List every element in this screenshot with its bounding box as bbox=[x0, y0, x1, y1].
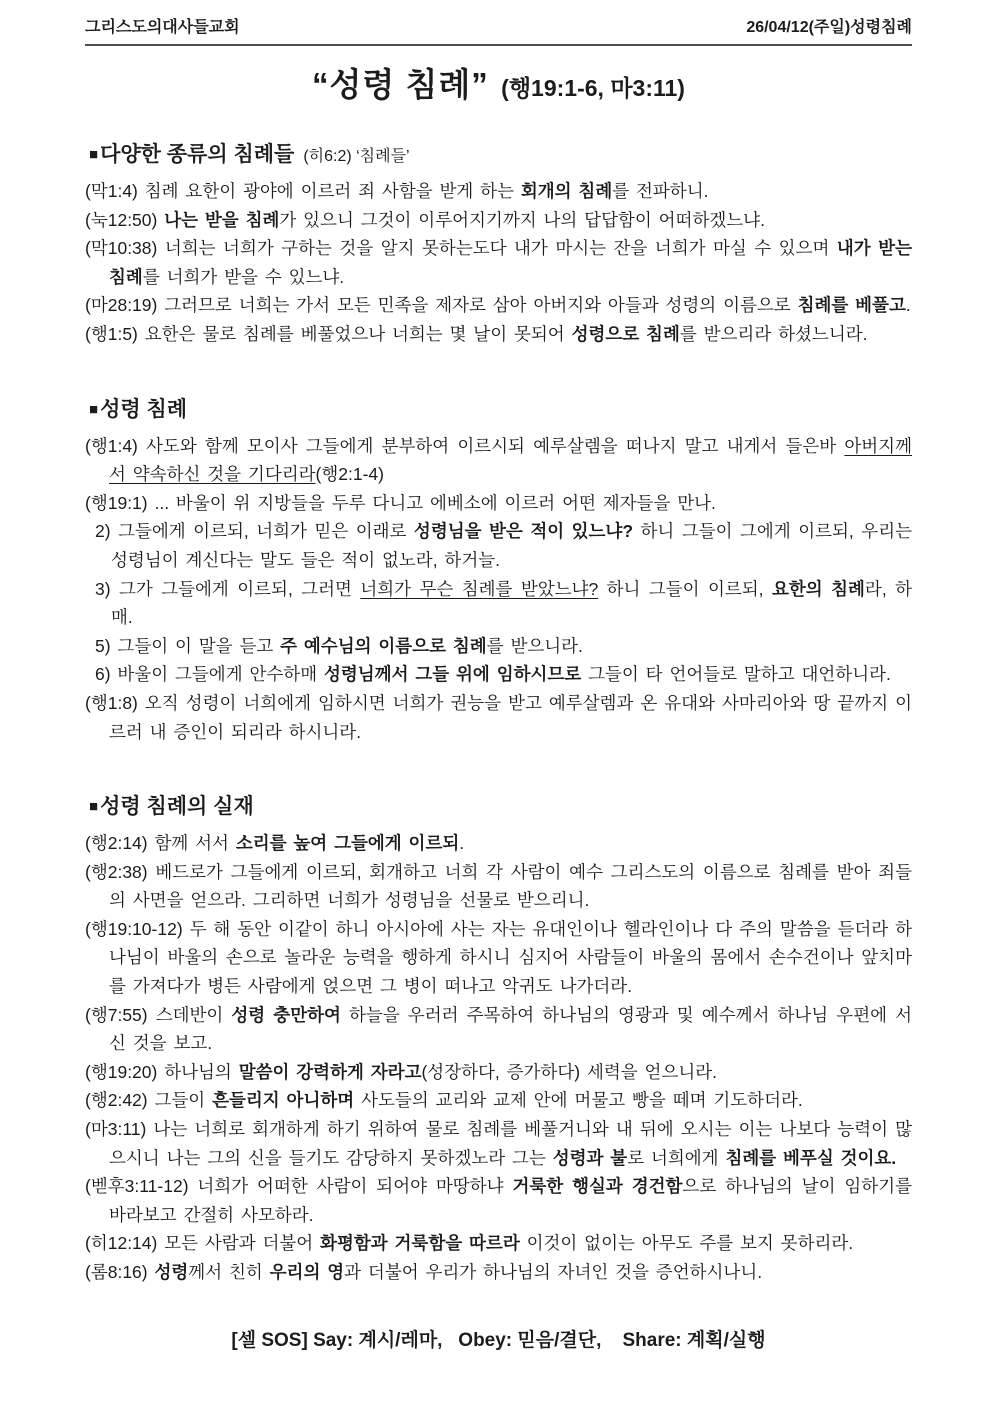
verse-text: 께서 친히 bbox=[188, 1262, 270, 1282]
verse-text: . bbox=[905, 295, 911, 316]
section-heading bbox=[89, 790, 912, 820]
emphasis-text: 회개의 침례 bbox=[520, 181, 613, 201]
emphasis-text: 주 예수님의 이름으로 침례 bbox=[280, 635, 487, 656]
verse-text: (막1:4) 침례 요한이 광야에 이르러 죄 사함을 받게 하는 bbox=[85, 181, 521, 201]
document-header bbox=[85, 14, 912, 46]
emphasis-text: 화평함과 거룩함을 따르라 bbox=[320, 1233, 520, 1254]
section-heading-suffix: (히6:2) ‘침례들’ bbox=[303, 148, 410, 165]
section bbox=[85, 138, 912, 349]
church-name: 그리스도의대사들교회 bbox=[85, 19, 240, 36]
emphasis-text: 성령으로 침례 bbox=[571, 323, 680, 344]
verse-text: 6) 바울이 그들에게 안수하매 bbox=[95, 664, 324, 685]
verse-text: (행19:20) 하나님의 bbox=[85, 1061, 239, 1082]
emphasis-text: 성령과 불 bbox=[552, 1147, 628, 1168]
underlined-text: 아버지께서 약속하신 것을 기다리라 bbox=[109, 435, 912, 485]
emphasis-text: 성령 bbox=[154, 1262, 189, 1282]
verse-text: 3) 그가 그들에게 이르되, 그러면 bbox=[95, 578, 361, 599]
verse-text: (행2:42) 그들이 bbox=[85, 1090, 213, 1111]
cell-sos-footer: [셀 SOS] Say: 계시/레마, Obey: 믿음/결단, Share: 계획/실행 bbox=[231, 1329, 766, 1351]
verse-paragraph bbox=[85, 291, 912, 320]
verse-paragraph bbox=[85, 206, 912, 235]
section-heading-text: 성령 침례 bbox=[100, 397, 188, 421]
emphasis-text: 성령님을 받은 적이 있느냐? bbox=[413, 521, 634, 542]
filled-square-icon: ■ bbox=[89, 798, 99, 816]
verse-paragraph bbox=[85, 915, 912, 1001]
verse-text: (막10:38) 너희는 너희가 구하는 것을 알지 못하는도다 내가 마시는 잔을 너희가 마실 수 있으며 bbox=[85, 238, 837, 259]
sections-container bbox=[85, 138, 912, 1287]
verse-text: (마28:19) 그러므로 너희는 가서 모든 민족을 제자로 삼아 아버지와 아들과 성령의 이름으로 bbox=[85, 295, 798, 316]
verse-text: 사도들의 교리와 교제 안에 머물고 빵을 떼며 기도하더라. bbox=[354, 1090, 803, 1111]
emphasis-text: 침례를 베풀고 bbox=[797, 295, 906, 316]
verse-text: (성장하다, 증가하다) 세력을 얻으니라. bbox=[421, 1061, 718, 1082]
verse-text: 으로 하나님의 날이 임하기를 바라보고 간절히 사모하라. bbox=[109, 1176, 913, 1225]
section-heading-text: 다양한 종류의 침례들 bbox=[100, 143, 295, 166]
emphasis-text: 나는 받을 침례 bbox=[164, 209, 280, 230]
verse-paragraph bbox=[85, 177, 912, 206]
section bbox=[85, 790, 912, 1287]
verse-text: 그들이 타 언어들로 말하고 대언하니라. bbox=[581, 664, 891, 685]
verse-text: . bbox=[459, 833, 465, 854]
emphasis-text: 내가 받는 침례 bbox=[109, 238, 912, 287]
filled-square-icon: ■ bbox=[89, 400, 99, 418]
date-topic-label: 26/04/12(주일)성령침례 bbox=[746, 19, 912, 36]
verse-paragraph bbox=[85, 234, 912, 291]
verse-text: (행19:10-12) 두 해 동안 이같이 하니 아시아에 사는 자는 유대인이나 헬라인이나 다 주의 말씀을 듣더라 하나님이 바울의 손으로 놀라운 능력을 행하게 하시니 심지어 사람들이 바울의 몸에서 손수건이나 앞치마를 가져다가 병든 사람에게 얹으면 그 병이 떠나고 악귀도 나가더라. bbox=[85, 918, 912, 997]
section-heading bbox=[89, 138, 912, 168]
verse-text: 를 너희가 받을 수 있느냐. bbox=[142, 266, 345, 287]
verse-text: 하늘을 우러러 주목하여 하나님의 영광과 및 예수께서 하나님 우편에 서신 것을 보고. bbox=[109, 1004, 912, 1054]
verse-text: (눅12:50) bbox=[85, 209, 165, 230]
verse-text: 하니 그들이 그에게 이르되, 우리는 성령님이 계신다는 말도 들은 적이 없노라, 하거늘. bbox=[111, 521, 912, 570]
emphasis-text: 말씀이 강력하게 자라고 bbox=[238, 1061, 422, 1082]
verse-text: 하니 그들이 이르되, bbox=[598, 578, 772, 599]
emphasis-text: 흔들리지 아니하며 bbox=[212, 1090, 355, 1111]
verse-paragraph bbox=[85, 689, 912, 746]
page-title bbox=[85, 59, 912, 106]
verse-paragraph bbox=[85, 489, 912, 518]
verse-text: (행2:1-4) bbox=[315, 464, 384, 485]
verse-paragraph bbox=[95, 517, 912, 574]
verse-paragraph bbox=[85, 1258, 912, 1287]
verse-text: 로 너희에게 bbox=[627, 1147, 726, 1168]
verse-paragraph bbox=[85, 432, 912, 489]
emphasis-text: 요한의 침례 bbox=[771, 578, 865, 599]
verse-paragraph bbox=[85, 1115, 912, 1172]
verse-paragraph bbox=[85, 1058, 912, 1087]
verse-paragraph bbox=[85, 858, 912, 915]
verse-text: (행1:8) 오직 성령이 너희에게 임하시면 너희가 권능을 받고 예루살렘과 온 유대와 사마리아와 땅 끝까지 이르러 내 증인이 되리라 하시니라. bbox=[85, 692, 912, 742]
emphasis-text: 소리를 높여 그들에게 이르되 bbox=[235, 833, 460, 854]
verse-text: (행19:1) ... 바울이 위 지방들을 두루 다니고 에베소에 이르러 어떤 제자들을 만나. bbox=[85, 492, 716, 513]
verse-text: (행7:55) 스데반이 bbox=[85, 1004, 232, 1025]
verse-text: 2) 그들에게 이르되, 너희가 믿은 이래로 bbox=[95, 521, 414, 542]
verse-paragraph bbox=[85, 829, 912, 858]
emphasis-text: 우리의 영 bbox=[269, 1262, 345, 1282]
title-main: “성령 침례” bbox=[312, 66, 489, 103]
verse-paragraph bbox=[95, 660, 912, 689]
verse-paragraph bbox=[95, 632, 912, 661]
emphasis-text: 성령 충만하여 bbox=[231, 1004, 341, 1025]
emphasis-text: 침례를 베푸실 것이요. bbox=[725, 1147, 897, 1168]
verse-text: (벧후3:11-12) 너희가 어떠한 사람이 되어야 마땅하냐 bbox=[85, 1176, 513, 1197]
emphasis-text: 성령님께서 그들 위에 임하시므로 bbox=[323, 664, 582, 685]
verse-text: 가 있으니 그것이 이루어지기까지 나의 답답함이 어떠하겠느냐. bbox=[279, 209, 765, 230]
verse-text: 라, 하매. bbox=[111, 578, 913, 628]
verse-paragraph bbox=[85, 1001, 912, 1058]
verse-paragraph bbox=[95, 575, 912, 632]
verse-text: (행1:4) 사도와 함께 모이사 그들에게 분부하여 이르시되 예루살렘을 떠나지 말고 내게서 들은바 bbox=[85, 435, 845, 456]
verse-paragraph bbox=[85, 1229, 912, 1258]
verse-text: (행1:5) 요한은 물로 침례를 베풀었으나 너희는 몇 날이 못되어 bbox=[85, 323, 572, 344]
verse-text: 를 받으리라 하셨느니라. bbox=[679, 323, 868, 344]
verse-text: (히12:14) 모든 사람과 더불어 bbox=[85, 1233, 321, 1254]
verse-paragraph bbox=[85, 1172, 912, 1229]
verse-text: (롬8:16) bbox=[85, 1262, 155, 1282]
verse-paragraph bbox=[85, 320, 912, 349]
verse-text: 5) 그들이 이 말을 듣고 bbox=[95, 635, 281, 656]
section-heading-text: 성령 침례의 실재 bbox=[100, 795, 254, 819]
verse-text: 를 전파하니. bbox=[612, 181, 709, 201]
verse-text: 를 받으니라. bbox=[486, 635, 583, 656]
section-heading bbox=[89, 393, 912, 423]
verse-text: (마3:11) 나는 너희로 회개하게 하기 위하여 물로 침례를 베풀거니와 내 뒤에 오시는 이는 나보다 능력이 많으시니 나는 그의 신을 들기도 감당하지 못하겠노라 그는 bbox=[85, 1119, 912, 1168]
filled-square-icon: ■ bbox=[89, 146, 99, 163]
verse-paragraph bbox=[85, 1086, 912, 1115]
emphasis-text: 거룩한 행실과 경건함 bbox=[512, 1176, 683, 1197]
underlined-text: 너희가 무슨 침례를 받았느냐? bbox=[360, 578, 599, 599]
verse-text: 과 더불어 우리가 하나님의 자녀인 것을 증언하시나니. bbox=[344, 1262, 763, 1282]
verse-text: (행2:38) 베드로가 그들에게 이르되, 회개하고 너희 각 사람이 예수 그리스도의 이름으로 침례를 받아 죄들의 사면을 얻으라. 그리하면 너희가 성령님을 선물로 받으리니. bbox=[85, 861, 912, 911]
title-scripture-ref: (행19:1-6, 마3:11) bbox=[501, 75, 685, 101]
verse-text: (행2:14) 함께 서서 bbox=[85, 833, 236, 854]
section bbox=[85, 393, 912, 747]
verse-text: 이것이 없이는 아무도 주를 보지 못하리라. bbox=[519, 1233, 854, 1254]
